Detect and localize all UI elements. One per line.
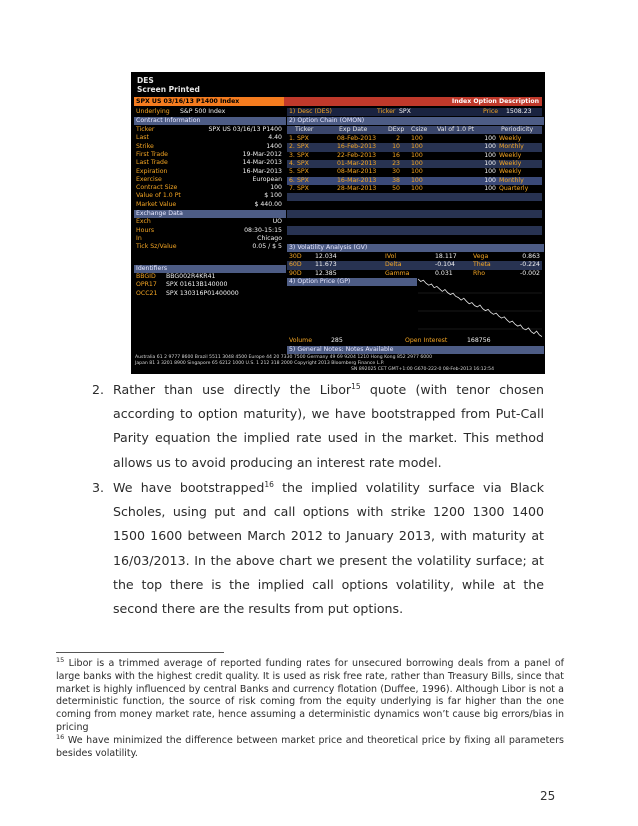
field-label: Strike: [136, 142, 154, 150]
table-row: [134, 281, 284, 289]
metric-value: 11.673: [315, 261, 337, 269]
footnote: [56, 732, 564, 761]
list-item-number: 3.: [92, 480, 105, 495]
footer-line-3: SN 892025 CET GMT+1:00 G670-222-0 08-Feb-2013 16:12:54: [351, 367, 495, 372]
row-number: 7.: [289, 184, 295, 192]
row-dexp: 50: [392, 184, 400, 192]
field-label: OCC21: [136, 289, 158, 297]
bloomberg-screenshot: [131, 72, 545, 374]
open-interest-label: Open Interest: [405, 337, 448, 344]
column-header: Exp Date: [339, 126, 368, 133]
security-bar: SPX US 03/16/13 P1400 Index: [134, 97, 286, 106]
field-value: UO: [272, 218, 282, 226]
footer-line-1: Australia 61 2 9777 8600 Brazil 5511 3048 4500 Europe 44 20 7330 7500 Germany 49 69 9204 1210 Hong Kong 852 2977 6000: [135, 355, 433, 360]
table-row: [134, 159, 284, 167]
field-value: 100: [270, 184, 282, 192]
row-exp-date: 01-Mar-2013: [337, 159, 377, 167]
row-number: 6.: [289, 176, 295, 184]
column-header: Csize: [411, 126, 428, 133]
row-periodicity: Monthly: [499, 176, 524, 184]
field-label: Expiration: [136, 167, 168, 175]
field-label: Last: [136, 134, 149, 142]
footnote-number: 15: [56, 655, 65, 664]
field-value: BBG002R4KR41: [166, 273, 216, 281]
row-dexp: 30: [392, 168, 400, 176]
list-item-text: [113, 476, 544, 621]
field-label: Tick Sz/Value: [136, 243, 177, 251]
underlying-value: S&P 500 Index: [180, 108, 226, 115]
row-periodicity: Quarterly: [499, 184, 529, 192]
table-row: [287, 152, 542, 160]
table-row: [134, 168, 284, 176]
row-csize: 100: [411, 159, 423, 167]
table-row: [287, 218, 542, 226]
list-item: [92, 378, 544, 478]
terminal-footer: [131, 354, 545, 374]
row-exp-date: 22-Feb-2013: [337, 151, 377, 159]
row-periodicity: Weekly: [499, 168, 522, 176]
price-line: [418, 279, 542, 337]
identifiers-section-header: Identifiers: [134, 265, 286, 273]
row-exp-date: 08-Feb-2013: [337, 135, 377, 142]
option-price-header: 4) Option Price (GP): [287, 278, 417, 286]
row-ticker: SPX: [297, 151, 309, 159]
metric-value: -0.224: [520, 261, 540, 269]
footer-line-2: Japan 81 3 3201 8900 Singapore 65 6212 1000 U.S. 1 212 318 2000 Copyright 2013 Bloomberg Finance L.P.: [135, 361, 385, 366]
field-value: European: [252, 175, 282, 183]
row-ticker: SPX: [297, 135, 309, 142]
price-value: 1508.23: [506, 108, 532, 115]
metric-label: Rho: [473, 269, 486, 277]
row-number: 5.: [289, 168, 295, 176]
field-value: SPX US 03/16/13 P1400: [208, 126, 282, 133]
table-row: [134, 243, 284, 251]
metric-value: -0.002: [520, 269, 540, 277]
row-periodicity: Weekly: [499, 151, 522, 159]
field-value: 16-Mar-2013: [242, 167, 282, 175]
field-label: Hours: [136, 226, 155, 234]
list-item-text-a: Rather than use directly the Libor: [113, 382, 352, 397]
table-row: [287, 261, 542, 269]
row-number: 1.: [289, 135, 295, 142]
metric-label: 30D: [289, 253, 302, 260]
field-label: Contract Size: [136, 184, 178, 192]
table-row: [134, 218, 284, 226]
row-csize: 100: [411, 168, 423, 176]
field-label: Exercise: [136, 175, 162, 183]
row-csize: 100: [411, 143, 423, 151]
volume-value: 285: [331, 337, 343, 344]
table-row: [287, 253, 542, 261]
row-value-pt: 100: [484, 176, 496, 184]
metric-value: 18.117: [435, 253, 457, 260]
open-interest-value: 168756: [467, 337, 491, 344]
column-header: Periodicity: [501, 126, 534, 133]
row-dexp: 38: [392, 176, 400, 184]
ticker-label: Ticker: [377, 108, 396, 115]
footnote-separator: [56, 652, 224, 653]
list-item: [92, 476, 544, 626]
table-row: [134, 235, 284, 243]
field-value: 14-Mar-2013: [242, 159, 282, 167]
table-row: [134, 290, 284, 298]
table-row: [287, 185, 542, 193]
terminal-screen-printed: Screen Printed: [137, 85, 200, 94]
table-row: [287, 201, 542, 209]
row-ticker: SPX: [297, 168, 309, 176]
metric-label: IVol: [385, 253, 397, 260]
ticker-value: SPX: [399, 108, 411, 115]
table-row: [134, 176, 284, 184]
table-row: [287, 210, 542, 218]
row-periodicity: Weekly: [499, 159, 522, 167]
table-row: [134, 192, 284, 200]
row-ticker: SPX: [297, 143, 309, 151]
row-dexp: 23: [392, 159, 400, 167]
table-row: [134, 201, 284, 209]
metric-label: 60D: [289, 261, 302, 269]
field-value: Chicago: [257, 234, 282, 242]
page-number: 25: [540, 789, 556, 803]
field-label: OPR17: [136, 281, 157, 289]
desc-tab: 1) Desc (DES): [289, 108, 332, 115]
list-item-text: [113, 378, 544, 475]
row-dexp: 10: [392, 143, 400, 151]
metric-value: 0.031: [435, 269, 453, 277]
row-csize: 100: [411, 135, 423, 142]
footnote-number: 16: [56, 732, 65, 741]
row-exp-date: 16-Feb-2013: [337, 143, 377, 151]
field-value: SPX 01613B140000: [166, 281, 228, 289]
row-csize: 100: [411, 184, 423, 192]
table-row: [134, 273, 284, 281]
table-row: [134, 184, 284, 192]
metric-label: Delta: [385, 261, 402, 269]
footnote: [56, 655, 564, 735]
field-value: $ 440.00: [254, 200, 282, 208]
general-notes-header: 5) General Notes: Notes Available: [287, 346, 544, 354]
row-dexp: 16: [392, 151, 400, 159]
table-row: [287, 226, 542, 234]
underlying-label: Underlying: [136, 108, 170, 115]
row-csize: 100: [411, 176, 423, 184]
column-header: Ticker: [295, 126, 314, 133]
list-item-text-b: quote (with tenor chosen according to option maturity), we have bootstrapped from Put-Call Parity equation the implied rate used in the market. This method allows us to avoid producing an interest rate model.: [113, 382, 544, 470]
table-row: [287, 160, 542, 168]
row-value-pt: 100: [484, 168, 496, 176]
metric-value: -0.104: [435, 261, 455, 269]
metric-value: 12.385: [315, 269, 337, 277]
field-label: In: [136, 234, 142, 242]
metric-label: Vega: [473, 253, 489, 260]
row-value-pt: 100: [484, 143, 496, 151]
contract-section-header: Contract Information: [134, 117, 286, 125]
row-value-pt: 100: [484, 135, 496, 142]
metric-value: 12.034: [315, 253, 337, 260]
metric-label: Theta: [473, 261, 491, 269]
option-chain-columns: [287, 126, 542, 134]
row-value-pt: 100: [484, 184, 496, 192]
table-row: [134, 126, 284, 134]
field-value: 1400: [266, 142, 282, 150]
row-periodicity: Monthly: [499, 143, 524, 151]
security-bar-right: Index Option Description: [284, 97, 542, 106]
table-row: [287, 177, 542, 185]
field-value: 0.05 / $ 5: [252, 243, 282, 251]
metric-label: 90D: [289, 269, 302, 277]
row-csize: 100: [411, 151, 423, 159]
row-number: 2.: [289, 143, 295, 151]
footnote-ref: 16: [264, 479, 274, 489]
field-label: Value of 1.0 Pt: [136, 192, 181, 200]
row-ticker: SPX: [297, 176, 309, 184]
volatility-section-header: 3) Volatility Analysis (GV): [287, 244, 544, 252]
list-item-text-a: We have bootstrapped: [113, 480, 265, 495]
table-row: [134, 134, 284, 142]
volume-label: Volume: [289, 337, 313, 344]
row-value-pt: 100: [484, 151, 496, 159]
row-exp-date: 28-Mar-2013: [337, 184, 377, 192]
footnote-ref: 15: [351, 381, 361, 391]
metric-value: 0.863: [522, 253, 540, 260]
exchange-section-header: Exchange Data: [134, 210, 286, 218]
table-row: [134, 151, 284, 159]
row-exp-date: 16-Mar-2013: [337, 176, 377, 184]
table-row: [287, 193, 542, 201]
field-label: First Trade: [136, 150, 168, 158]
column-header: DExp: [388, 126, 405, 133]
row-dexp: 2: [396, 135, 400, 142]
field-value: SPX 130316P01400000: [166, 289, 239, 297]
table-row: [134, 143, 284, 151]
row-ticker: SPX: [297, 184, 309, 192]
list-item-number: 2.: [92, 382, 105, 397]
row-periodicity: Weekly: [499, 135, 522, 142]
row-ticker: SPX: [297, 159, 309, 167]
list-item-text-b: the implied volatility surface via Black Scholes, using put and call options with strike 1200 1300 1400 1500 1600 between March 2012 to January 2013, with maturity at 16/03/2013. In the above chart we present the volatility surface; at the top there is the implied call options volatility, while at the second there are the results from put options.: [113, 480, 544, 617]
table-row: [287, 143, 542, 151]
row-number: 4.: [289, 159, 295, 167]
field-label: Market Value: [136, 200, 177, 208]
option-chain-header: 2) Option Chain (OMON): [287, 117, 544, 125]
row-exp-date: 08-Mar-2013: [337, 168, 377, 176]
row-number: 3.: [289, 151, 295, 159]
column-header: Val of 1.0 Pt: [437, 126, 475, 133]
field-value: 19-Mar-2012: [242, 150, 282, 158]
field-value: 08:30-15:15: [244, 226, 282, 234]
field-label: BBGID: [136, 273, 156, 281]
footnote-text: Libor is a trimmed average of reported funding rates for unsecured borrowing deals from a panel of large banks with the highest credit quality. It is used as risk free rate, rather than Treasury Bills, since that market is highly influenced by central Banks and currency flotation (Duffee, 1996). Although Libor is not a deterministic function, the source of risk coming from the equity underlying is far higher than the one coming from money market rate, hence assuming a deterministic dynamics won’t cause big errors/bias in pricing: [56, 658, 564, 733]
field-label: Ticker: [136, 126, 155, 133]
table-row: [287, 135, 542, 143]
field-label: Last Trade: [136, 159, 168, 167]
metric-label: Gamma: [385, 269, 410, 277]
field-label: Exch: [136, 218, 151, 226]
field-value: $ 100: [264, 192, 282, 200]
footnote-text: We have minimized the difference between market price and theoretical price by fixing all parameters besides volatility.: [56, 735, 564, 759]
table-row: [134, 227, 284, 235]
terminal-function-title: DES: [137, 76, 154, 85]
table-row: [287, 168, 542, 176]
row-value-pt: 100: [484, 159, 496, 167]
field-value: 4.40: [268, 134, 282, 142]
price-label: Price: [483, 108, 499, 115]
